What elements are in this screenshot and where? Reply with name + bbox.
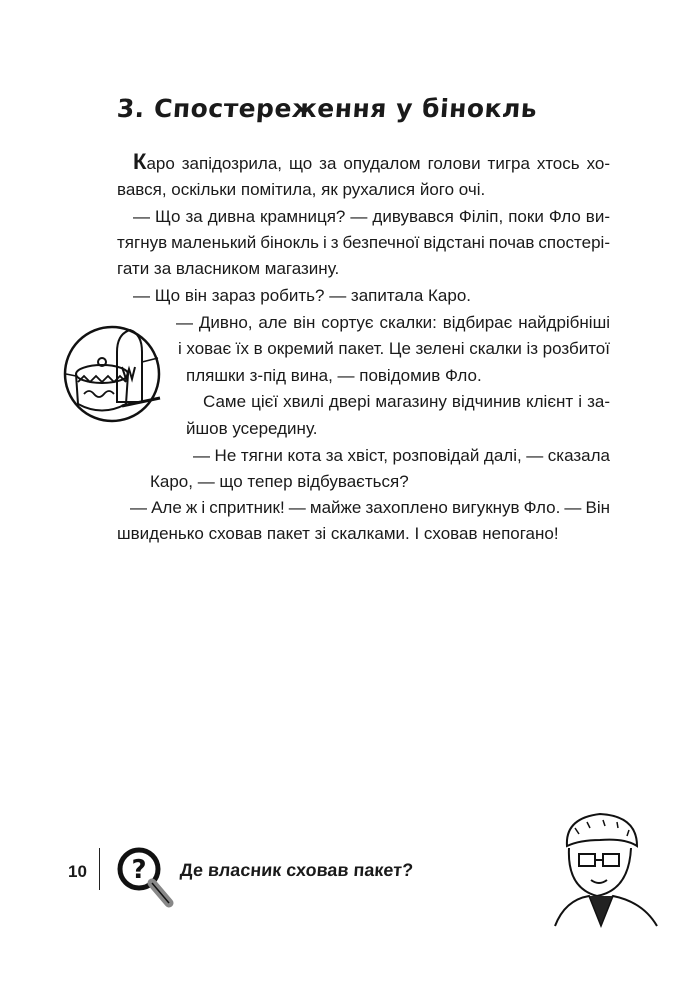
text-line: йшов усередину. xyxy=(186,419,318,438)
text-line: — Але ж і спритник! — майже захоплено вигукнув Фло. — Він xyxy=(130,498,610,517)
text-line: Саме цієї хвилі двері магазину відчинив клієнт і за- xyxy=(203,392,610,411)
text-line: — Дивно, але він сортує скалки: відбирає найдрібніші xyxy=(176,313,610,332)
text-line: пляшки з-під вина, — повідомив Фло. xyxy=(186,366,482,385)
footer-question: Де власник сховав пакет? xyxy=(179,860,414,880)
text-line: і ховає їх в окремий пакет. Це зелені скалки із розбитої xyxy=(178,339,610,358)
text-line: гати за власником магазину. xyxy=(117,259,340,278)
text-line: — Не тягни кота за хвіст, розповідай далі, — сказала xyxy=(193,446,610,465)
drop-cap: К xyxy=(133,149,147,174)
page-number: 10 xyxy=(68,862,87,881)
text-line: Каро, — що тепер відбувається? xyxy=(150,472,409,491)
text-line: — Що за дивна крамниця? — дивувався Філіп, поки Фло ви- xyxy=(133,207,610,226)
chapter-title: 3. Спостереження у бінокль xyxy=(115,94,539,123)
text-line: швиденько сховав пакет зі скалками. І сховав непогано! xyxy=(117,524,559,543)
text-line: Каро запідозрила, що за опудалом голови тигра хтось хо- xyxy=(133,149,610,174)
jars-illustration xyxy=(62,322,172,427)
magnifier-question-icon xyxy=(115,845,175,910)
boy-character-illustration xyxy=(545,808,665,928)
footer-divider xyxy=(99,848,100,890)
text-line: тягнув маленький бінокль і з безпечної відстані почав спостері- xyxy=(117,233,610,252)
svg-text:?: ? xyxy=(131,855,147,885)
text-line: вався, оскільки помітила, як рухалися його очі. xyxy=(117,180,486,199)
text-line: — Що він зараз робить? — запитала Каро. xyxy=(133,286,472,305)
